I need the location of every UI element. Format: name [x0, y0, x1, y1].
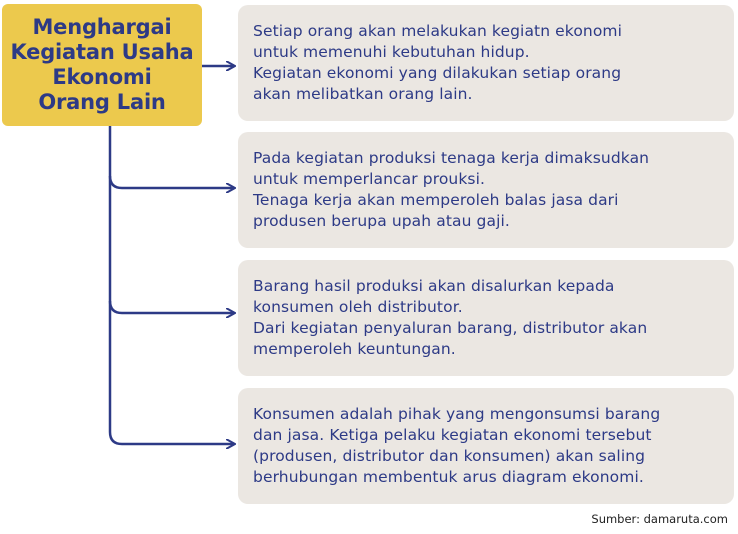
info-box-4 — [238, 388, 734, 504]
main-topic-box — [2, 4, 202, 126]
info-text-line: Dari kegiatan penyaluran barang, distributor akan — [253, 319, 648, 337]
title-line: Orang Lain — [38, 90, 166, 114]
main-topic-title — [10, 15, 193, 115]
info-text-line: akan melibatkan orang lain. — [253, 85, 473, 103]
source-credit: Sumber: damaruta.com — [591, 512, 728, 526]
title-line: Menghargai — [32, 15, 172, 39]
info-text-line: Setiap orang akan melakukan kegiatn ekonomi — [253, 22, 623, 40]
info-box-3 — [238, 260, 734, 376]
connector-trunk — [110, 126, 122, 444]
info-text-line: Kegiatan ekonomi yang dilakukan setiap orang — [253, 64, 622, 82]
info-text-line: memperoleh keuntungan. — [253, 340, 456, 358]
title-line: Kegiatan Usaha — [10, 40, 194, 64]
arrow-to-box-2 — [110, 176, 234, 188]
info-text-line: berhubungan membentuk arus diagram ekonomi. — [253, 468, 644, 486]
info-box-1 — [238, 5, 734, 121]
info-text-line: untuk memperlancar prouksi. — [253, 170, 486, 188]
info-text-line: Konsumen adalah pihak yang mengonsumsi barang — [253, 405, 661, 423]
info-text-line: dan jasa. Ketiga pelaku kegiatan ekonomi tersebut — [253, 426, 652, 444]
arrow-to-box-3 — [110, 301, 234, 313]
info-text-line: (produsen, distributor dan konsumen) akan saling — [253, 447, 646, 465]
title-line: Ekonomi — [52, 65, 152, 89]
info-text-line: Tenaga kerja akan memperoleh balas jasa dari — [253, 191, 619, 209]
info-text-line: untuk memenuhi kebutuhan hidup. — [253, 43, 530, 61]
info-text-line: produsen berupa upah atau gaji. — [253, 212, 510, 230]
info-text-line: Pada kegiatan produksi tenaga kerja dimaksudkan — [253, 149, 650, 167]
info-text-line: konsumen oleh distributor. — [253, 298, 463, 316]
info-text-line: Barang hasil produksi akan disalurkan kepada — [253, 277, 615, 295]
info-box-2 — [238, 132, 734, 248]
